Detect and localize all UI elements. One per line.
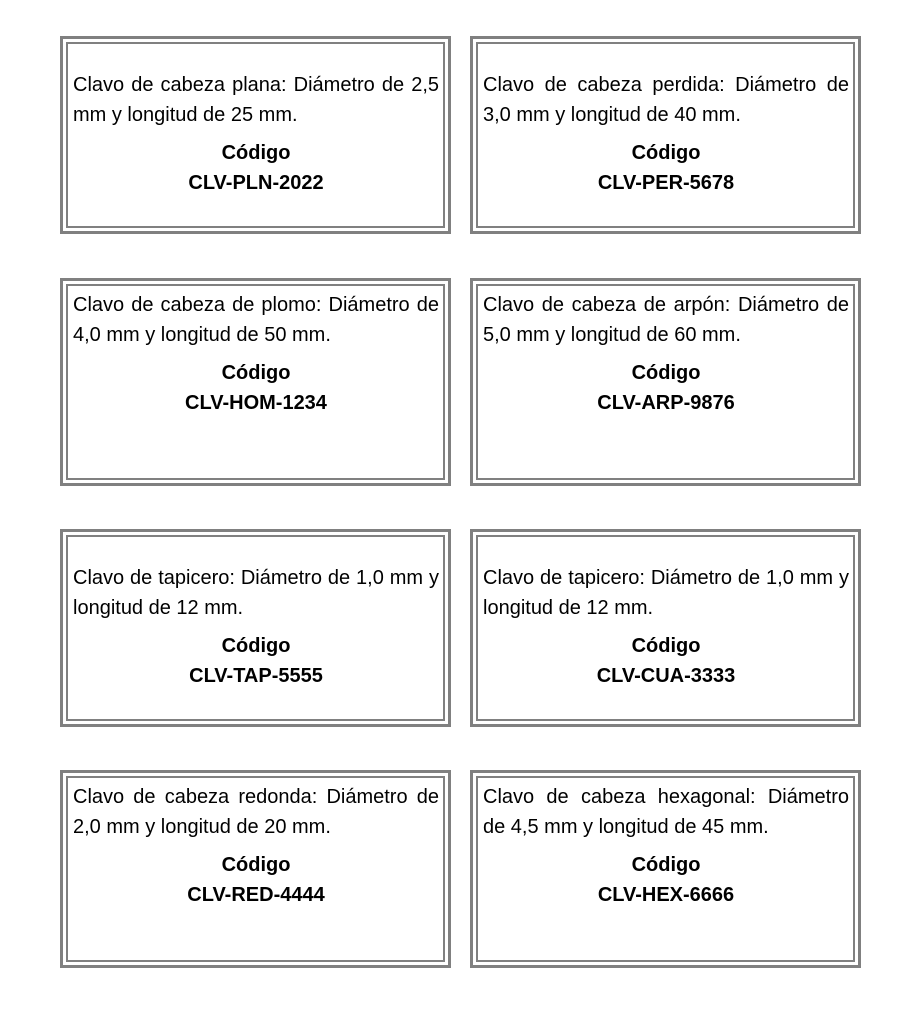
label-description: Clavo de tapicero: Diámetro de 1,0 mm y longitud de 12 mm. [73,567,439,619]
label-card-inner [476,42,855,228]
label-code: CLV-HOM-1234 [185,392,327,414]
label-card-inner [66,42,445,228]
label-code-title: Código [221,142,291,164]
label-code: CLV-CUA-3333 [596,665,736,687]
label-card-2 [470,36,861,234]
label-card-inner [66,776,445,962]
label-description: Clavo de cabeza hexagonal: Diámetro de 4,5 mm y longitud de 45 mm. [483,786,849,838]
label-code: CLV-ARP-9876 [597,392,735,414]
label-code: CLV-TAP-5555 [189,665,323,687]
label-code-title: Código [631,635,701,657]
label-description: Clavo de cabeza plana: Diámetro de 2,5 mm y longitud de 25 mm. [73,74,439,126]
label-card-inner [476,535,855,721]
label-code: CLV-PLN-2022 [188,172,324,194]
label-description: Clavo de tapicero: Diámetro de 1,0 mm y longitud de 12 mm. [483,567,849,619]
label-card-inner [476,776,855,962]
label-code-title: Código [221,635,291,657]
label-card-3 [60,278,451,486]
label-card-inner [66,284,445,480]
label-description: Clavo de cabeza perdida: Diámetro de 3,0 mm y longitud de 40 mm. [483,74,849,126]
label-description: Clavo de cabeza redonda: Diámetro de 2,0 mm y longitud de 20 mm. [73,786,439,838]
label-card-8 [470,770,861,968]
label-code-title: Código [631,362,701,384]
label-code-title: Código [631,854,701,876]
label-description: Clavo de cabeza de plomo: Diámetro de 4,0 mm y longitud de 50 mm. [73,294,439,346]
label-card-5 [60,529,451,727]
label-code-title: Código [631,142,701,164]
label-card-1 [60,36,451,234]
label-card-4 [470,278,861,486]
label-code: CLV-HEX-6666 [597,884,735,906]
label-card-7 [60,770,451,968]
label-description: Clavo de cabeza de arpón: Diámetro de 5,0 mm y longitud de 60 mm. [483,294,849,346]
label-card-6 [470,529,861,727]
label-code-title: Código [221,854,291,876]
label-code: CLV-RED-4444 [187,884,325,906]
label-card-inner [66,535,445,721]
label-code: CLV-PER-5678 [597,172,735,194]
label-card-inner [476,284,855,480]
label-code-title: Código [221,362,291,384]
